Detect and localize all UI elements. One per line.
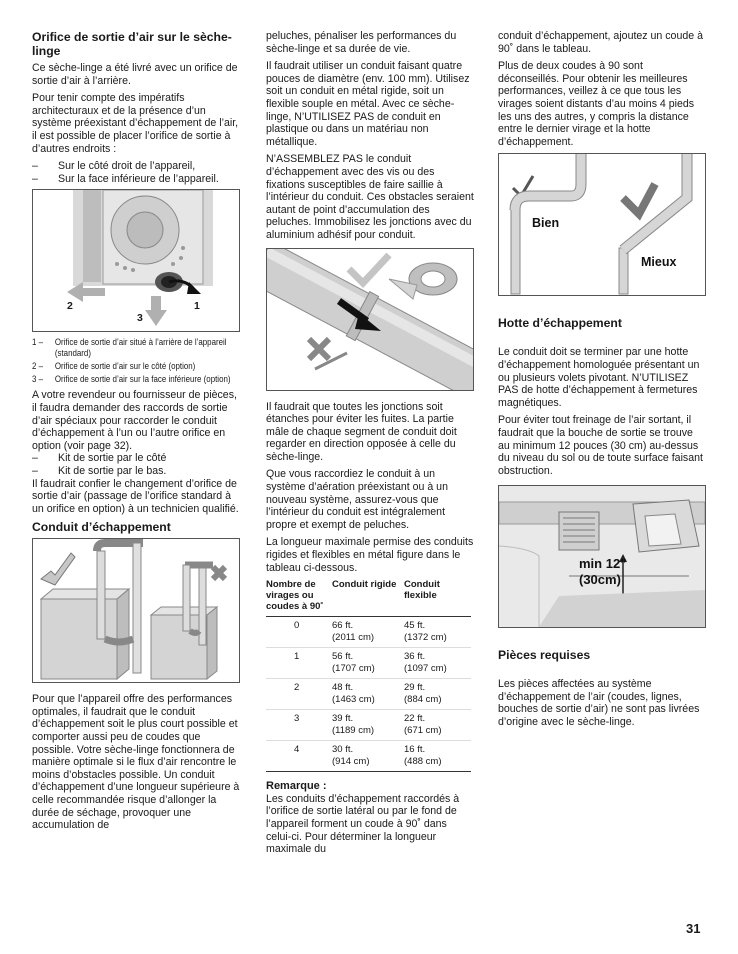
list-item: – Sur le côté droit de l’appareil, (32, 160, 196, 173)
para: Le conduit doit se terminer par une hotte d’échappement homologuée présentant un ou plusieurs volets pivotant. N’UTILISEZ PAS de hotte d’échappement à fermetures magnétiques. (498, 346, 700, 409)
duct-joint-figure (266, 248, 474, 391)
heading-remarque: Remarque : (266, 780, 327, 793)
para: peluches, pénaliser les performances du sèche-linge et sa durée de vie. (266, 30, 457, 55)
para: Il faudrait confier le changement d’orifice de sortie d’air (passage de l’orifice standard à un orifice en option) à un technicien qualifié. (32, 477, 239, 515)
callout-2: 2 (67, 300, 73, 313)
para: Que vous raccordiez le conduit à un système d’aération préexistant ou à un nouveau système, assurez-vous que l’intérieur du conduit est intégralement propre et exempt de peluches. (266, 468, 448, 531)
para: Pour tenir compte des impératifs architecturaux et de la présence d’un système préexistant d’échappement de l’air, il est possible de placer l’orifice de sortie à d’autres endroits : (32, 92, 239, 155)
para: conduit d’échappement, ajoutez un coude à 90˚ dans le tableau. (498, 30, 703, 55)
list-item: – Kit de sortie par le bas. (32, 464, 167, 477)
heading-hotte: Hotte d’échappement (498, 316, 622, 331)
para: Pour éviter tout freinage de l’air sortant, il faudrait que la bouche de sortie se trouve au minimum 12 pouces (30 cm) au-dessus du niveau du sol ou de toute surface faisant obstruction. (498, 414, 703, 477)
column-2 (266, 30, 474, 861)
heading-conduit: Conduit d’échappement (32, 520, 171, 535)
heading-pieces: Pièces requises (498, 648, 591, 663)
dryer-rear-figure (32, 189, 240, 332)
para: La longueur maximale permise des conduits rigides et flexibles en métal figure dans le tableau ci-dessous. (266, 536, 474, 574)
page-number: 31 (686, 921, 701, 936)
list-item: – Sur la face inférieure de l’appareil. (32, 172, 219, 185)
para: Il faudrait utiliser un conduit faisant quatre pouces de diamètre (env. 100 mm). Utilisez soit un conduit en métal rigide, soit un flexible souple en métal. Avec ce sèche-linge, N’UTILISEZ PAS de conduit en plastique ou dans un matériau non métallique. (266, 60, 470, 148)
label-bien: Bien (532, 216, 560, 231)
column-1 (32, 30, 240, 837)
para: Plus de deux coudes à 90 sont déconseillés. Pour obtenir les meilleures performances, veillez à ce que tous les virages soient distants d’au moins 4 pieds les uns des autres, y compris la distance entre le dernier virage et la hotte d’échappement. (498, 60, 695, 148)
table-row: 1 56 ft. (1707 cm) 36 ft. (1097 cm) (266, 648, 471, 679)
dryer-rear-illustration (33, 190, 239, 331)
heading-orifice: Orifice de sortie d’air sur le sèche-linge (32, 30, 232, 58)
duct-dryers-figure (32, 538, 240, 683)
para: N’ASSEMBLEZ PAS le conduit d’échappement avec des vis ou des fixations susceptibles de faire saillie à l’intérieur du conduit. Ces obstacles seraient autant de point d’accumulation des peluches. Immobilisez les jonctions avec du aluminium adhésif pour conduit. (266, 153, 474, 241)
vent-hood-figure (498, 485, 706, 628)
table-row: 0 66 ft. (2011 cm) 45 ft. (1372 cm) (266, 617, 471, 648)
callout-1: 1 (194, 300, 200, 313)
duct-dryers-illustration (33, 539, 239, 682)
table-row: 2 48 ft. (1463 cm) 29 ft. (884 cm) (266, 679, 471, 710)
column-3 (498, 30, 706, 734)
para: A votre revendeur ou fournisseur de pièces, il faudra demander des raccords de sortie d’air spéciaux pour raccorder le conduit d’échappement à l’un ou l’autre orifice en option (voir page 32). (32, 389, 237, 452)
caption-item: 1 – Orifice de sortie d’air situé à l’arrière de l’appareil (standard) (32, 337, 227, 359)
figure-captions (32, 337, 239, 385)
elbow-spacing-illustration (499, 154, 705, 295)
table-header: Conduit rigide (332, 576, 404, 617)
para: Ce sèche-linge a été livré avec un orifice de sortie d’air à l’arrière. (32, 62, 238, 87)
caption-item: 3 – Orifice de sortie d’air sur la face inférieure (option) (32, 374, 231, 385)
table-header: Nombre de virages ou coudes à 90˚ (266, 576, 332, 617)
para: Les pièces affectées au système d’échappement de l’air (coudes, lignes, bouches de sortie d’air) ne sont pas livrées d’origine avec le sèche-linge. (498, 678, 700, 729)
table-row: 4 30 ft. (914 cm) 16 ft. (488 cm) (266, 741, 471, 772)
table-row: 3 39 ft. (1189 cm) 22 ft. (671 cm) (266, 710, 471, 741)
elbow-spacing-figure (498, 153, 706, 296)
para: Il faudrait que toutes les jonctions soit étanches pour éviter les fuites. La partie mâle de chaque segment de conduit doit regarder en direction opposée à celle du sèche-linge. (266, 400, 457, 463)
duct-joint-illustration (267, 249, 473, 390)
para: Pour que l’appareil offre des performances optimales, il faudrait que le conduit d’échappement soit le plus court possible et comporter aussi peu de coudes que possible. Votre sèche-linge fonctionnera de manière optimale si le flux d’air rencontre le moins d’obstacles possible. Un conduit d’échappement d’une longueur supérieure à celle recommandée risque d’allonger la durée de séchage, provoquer une accumulation de (32, 693, 240, 832)
label-30cm: (30cm) (579, 572, 621, 588)
label-mieux: Mieux (641, 255, 677, 270)
duct-length-table (266, 576, 471, 772)
para: Les conduits d’échappement raccordés à l’orifice de sortie latéral ou par le fond de l’appareil forment un coude à 90˚ dans celui-ci. Pour déterminer la longueur maximale du (266, 792, 460, 856)
caption-item: 2 – Orifice de sortie d’air sur le côté (option) (32, 361, 196, 372)
table-header: Conduit flexible (404, 576, 471, 617)
list-item: – Kit de sortie par le côté (32, 452, 167, 465)
label-min12: min 12” (579, 556, 627, 572)
callout-3: 3 (137, 312, 143, 325)
